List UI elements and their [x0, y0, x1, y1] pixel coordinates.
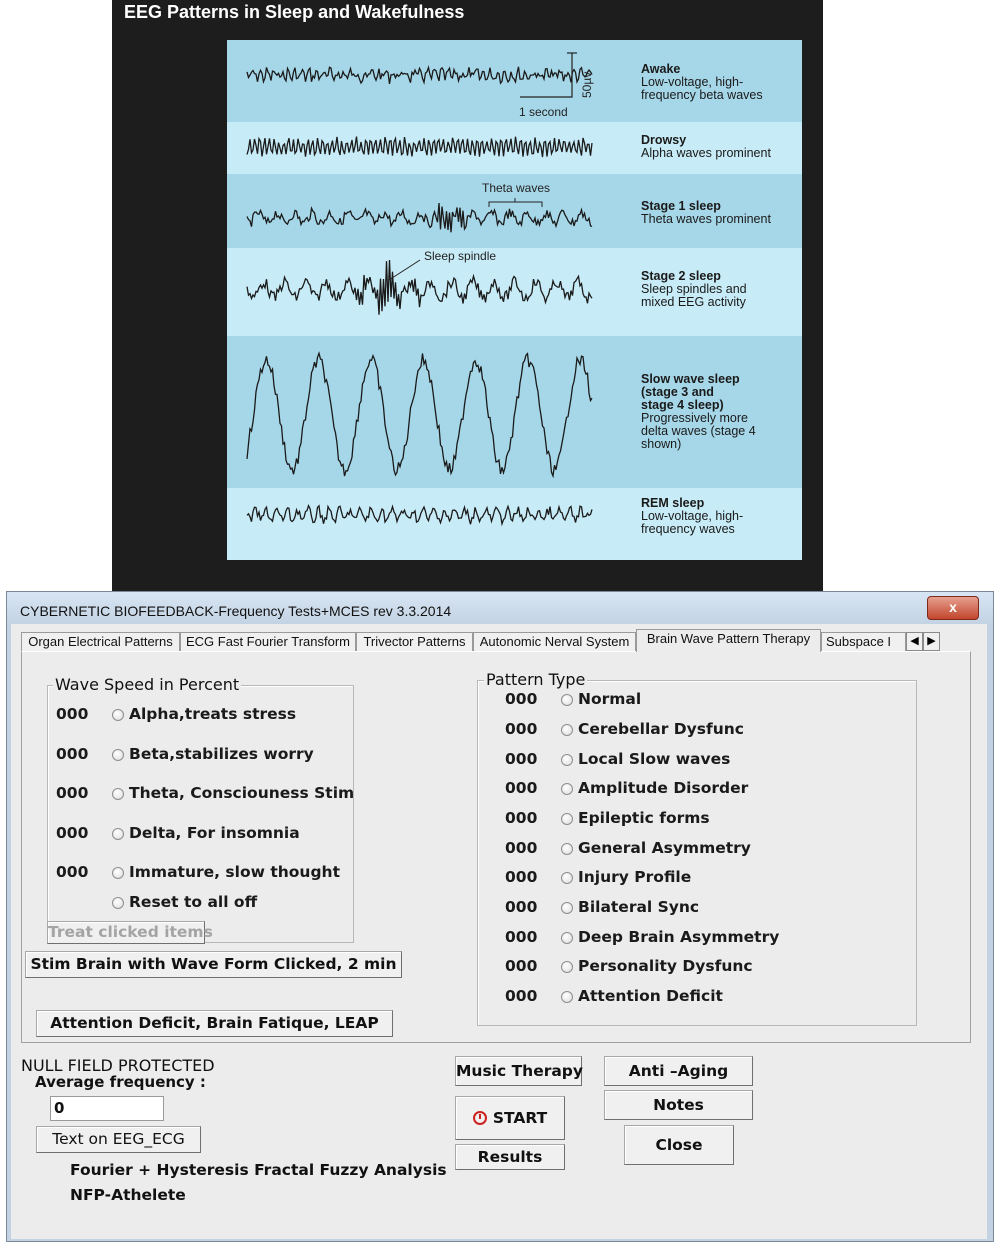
attention-deficit-button[interactable]: Attention Deficit, Brain Fatique, LEAP — [36, 1010, 393, 1037]
text-eeg-button[interactable]: Text on EEG_ECG — [36, 1126, 201, 1153]
eeg-figure — [112, 0, 823, 592]
null-field-label: NULL FIELD PROTECTED — [21, 1056, 215, 1075]
trace-rem — [247, 506, 592, 525]
window-client-area: Organ Electrical Patterns ECG Fast Fourier Transform Trivector Patterns Autonomic Nerval System Brain Wave Pattern Therapy Subspace I ◀ ▶ Wave Speed in Percent 000 Alpha,treats stress 000 Beta,stabilizes worry 000 Theta, Consciouness Stim 000 Delta, For insomnia 000 Immature, slow thought Reset to all off Treat clicked items Stim Brain with Wave Form Clicked, 2 min Attention Deficit, Brain Fatique, LEAP Pattern Type 000 Normal 000 Cerebellar Dysfunc 000 Local Slow waves 000 Amplitude Disorder 000 Epileptic forms 000 General Asymmetry 000 Injury Profile 000 Bilateral Sync 000 Deep Brain Asymmetry 000 Personality Dysfunc 000 Attention Deficit NULL FIELD PROTECTED Average frequency : 0 Text on EEG_ECG Fourier + Hysteresis Fractal Fuzzy Analysis NFP-Athelete Music Therapy START Results Anti –Aging Notes Close — [11, 624, 987, 1239]
stage-1-sleep: Stage 1 sleep Theta waves prominent — [641, 199, 771, 226]
spindle-annotation: Sleep spindle — [424, 249, 497, 263]
theta-annotation: Theta waves — [482, 181, 551, 195]
nfp-label: NFP-Athelete — [70, 1186, 186, 1204]
results-button[interactable]: Results — [455, 1144, 565, 1170]
tab-strip — [21, 629, 971, 651]
figure-title: EEG Patterns in Sleep and Wakefulness — [124, 2, 465, 22]
stage-awake: Awake Low-voltage, high- frequency beta waves — [641, 62, 763, 102]
radio-local-slow[interactable] — [561, 754, 573, 766]
radio-theta[interactable] — [112, 788, 124, 800]
pattern-type-legend: Pattern Type — [486, 670, 586, 689]
scale-time-label: 1 second — [519, 105, 568, 119]
trace-slow-wave — [247, 353, 592, 476]
radio-alpha[interactable] — [112, 709, 124, 721]
radio-attention[interactable] — [561, 991, 573, 1003]
avg-frequency-label: Average frequency : — [35, 1073, 206, 1091]
title-bar[interactable] — [7, 592, 993, 624]
radio-deep-brain[interactable] — [561, 932, 573, 944]
anti-aging-button[interactable]: Anti –Aging — [604, 1056, 753, 1086]
music-therapy-button[interactable]: Music Therapy — [455, 1056, 582, 1086]
stim-brain-button[interactable]: Stim Brain with Wave Form Clicked, 2 min — [25, 951, 402, 978]
stage-drowsy: Drowsy Alpha waves prominent — [641, 133, 771, 160]
radio-injury[interactable] — [561, 872, 573, 884]
close-button[interactable]: Close — [624, 1125, 734, 1165]
tab-organ-electrical[interactable]: Organ Electrical Patterns — [21, 632, 180, 651]
trace-stage2 — [247, 260, 592, 315]
radio-general-asymmetry[interactable] — [561, 843, 573, 855]
window-title: CYBERNETIC BIOFEEDBACK-Frequency Tests+MCES rev 3.3.2014 — [20, 603, 452, 619]
clock-icon — [473, 1111, 487, 1125]
treat-clicked-button[interactable]: Treat clicked items — [47, 921, 205, 944]
fourier-label: Fourier + Hysteresis Fractal Fuzzy Analysis — [70, 1161, 447, 1179]
avg-frequency-input[interactable]: 0 — [50, 1096, 164, 1121]
tab-scroll-left-icon[interactable]: ◀ — [906, 632, 923, 651]
radio-immature[interactable] — [112, 867, 124, 879]
radio-beta[interactable] — [112, 749, 124, 761]
radio-amplitude[interactable] — [561, 783, 573, 795]
trace-drowsy — [247, 137, 592, 158]
eeg-panel — [227, 40, 802, 560]
tab-trivector[interactable]: Trivector Patterns — [356, 632, 473, 651]
window-close-button[interactable]: x — [927, 596, 979, 620]
trace-awake — [247, 67, 592, 84]
tab-subspace[interactable]: Subspace I — [821, 632, 906, 651]
stage-slow-wave: Slow wave sleep (stage 3 and stage 4 sleep) Progressively more delta waves (stage 4 shown) — [641, 372, 756, 451]
radio-normal[interactable] — [561, 694, 573, 706]
radio-bilateral[interactable] — [561, 902, 573, 914]
wave-speed-legend: Wave Speed in Percent — [55, 675, 240, 694]
radio-cerebellar[interactable] — [561, 724, 573, 736]
scale-bar — [520, 53, 572, 97]
stage-2-sleep: Stage 2 sleep Sleep spindles and mixed EEG activity — [641, 269, 747, 309]
radio-reset[interactable] — [112, 897, 124, 909]
radio-delta[interactable] — [112, 828, 124, 840]
tab-brain-wave[interactable]: Brain Wave Pattern Therapy — [636, 629, 821, 652]
tab-autonomic[interactable]: Autonomic Nerval System — [473, 632, 636, 651]
trace-stage1 — [247, 203, 592, 232]
scale-voltage-label: 50µv — [580, 71, 594, 98]
tab-ecg-fft[interactable]: ECG Fast Fourier Transform — [180, 632, 356, 651]
biofeedback-window — [6, 591, 994, 1242]
start-button[interactable]: START — [455, 1096, 565, 1140]
tab-scroll-right-icon[interactable]: ▶ — [923, 632, 940, 651]
stage-rem: REM sleep Low-voltage, high- frequency waves — [641, 496, 744, 536]
notes-button[interactable]: Notes — [604, 1090, 753, 1120]
radio-personality[interactable] — [561, 961, 573, 973]
radio-epileptic[interactable] — [561, 813, 573, 825]
